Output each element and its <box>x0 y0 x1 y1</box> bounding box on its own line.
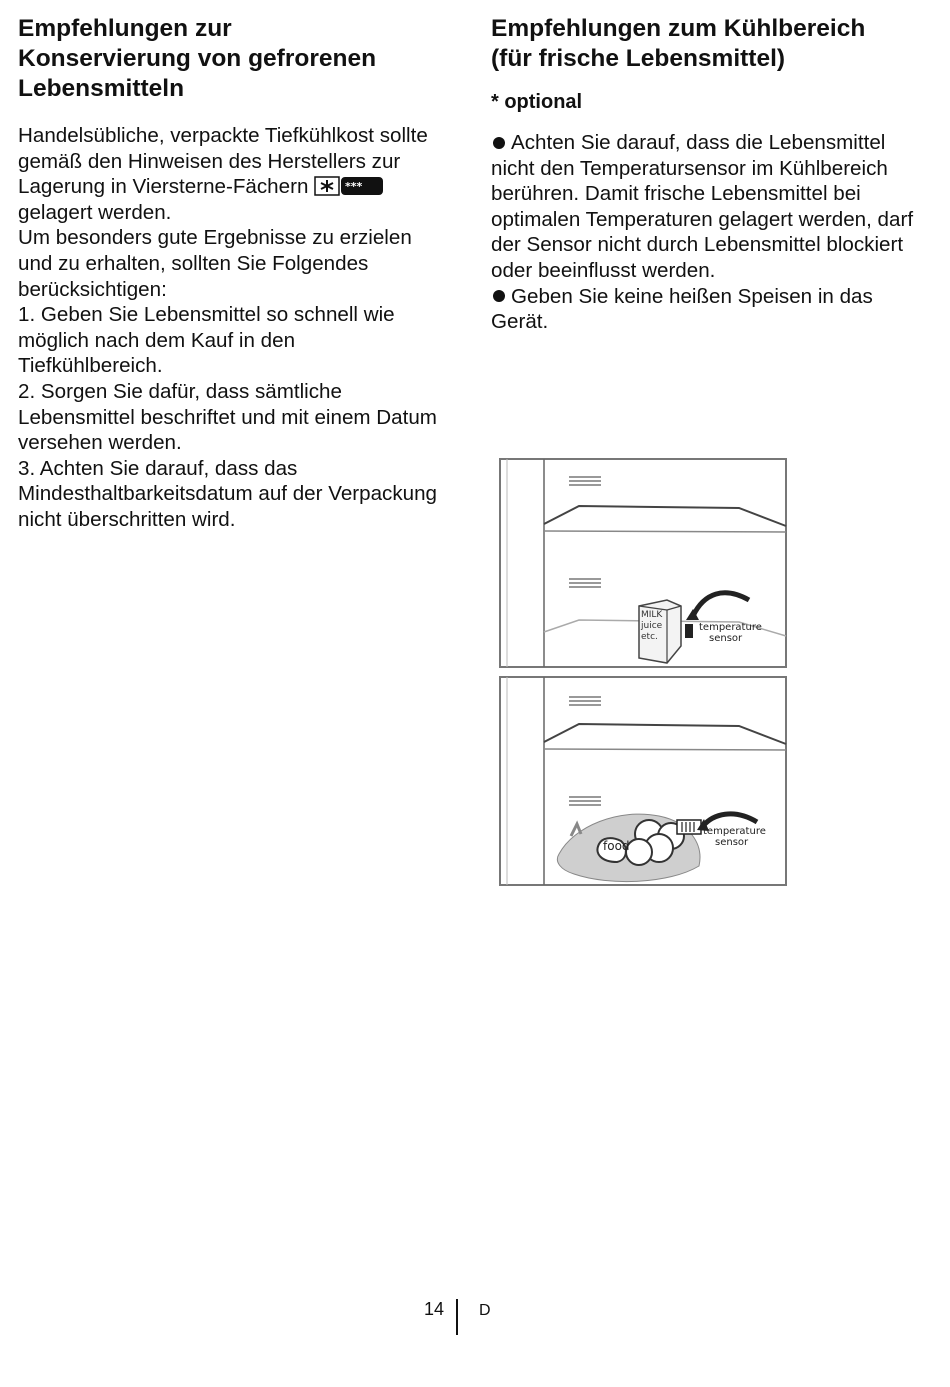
footer-divider <box>456 1299 458 1335</box>
left-column <box>18 14 438 533</box>
right-column <box>491 14 921 335</box>
page-footer <box>0 1297 950 1337</box>
carton-label-1: MILK <box>641 610 663 620</box>
svg-text:***: *** <box>345 180 363 194</box>
sensor-label-2: sensor <box>709 633 743 644</box>
optional-note: * optional <box>491 91 583 113</box>
intro-paragraph <box>18 123 438 225</box>
step-2: 2. Sorgen Sie dafür, dass sämtliche Lebensmittel beschriftet und mit einem Datum versehen werden. <box>18 379 437 455</box>
carton-label-3: etc. <box>641 632 658 642</box>
advice-paragraph: Um besonders gute Ergebnisse zu erzielen und zu erhalten, sollten Sie Folgendes berücksichtigen: <box>18 226 412 301</box>
carton-icon <box>639 600 681 663</box>
four-star-freezer-icon <box>314 176 384 196</box>
intro-text: Handelsübliche, verpackte Tiefkühlkost sollte gemäß den Hinweisen des Herstellers zur Lagerung in Viersterne-Fächern <box>18 124 428 199</box>
right-heading-line-1: Empfehlungen zum Kühlbereich <box>491 15 866 42</box>
carton-label-2: juice <box>641 621 663 631</box>
intro-text-end: gelagert werden. <box>18 200 172 224</box>
sensor-label-1: temperature <box>699 622 762 633</box>
left-heading-line-2: Konservierung von gefrorenen <box>18 45 377 72</box>
temperature-sensor-icon <box>677 820 701 834</box>
step-3: 3. Achten Sie darauf, dass das Mindesthaltbarkeitsdatum auf der Verpackung nicht überschritten wird. <box>18 456 437 531</box>
bullet-2-text: Geben Sie keine heißen Speisen in das Gerät. <box>491 284 873 334</box>
page-number: 14 <box>424 1299 445 1319</box>
language-code: D <box>479 1302 491 1319</box>
left-heading <box>18 14 438 104</box>
bullet-dot-icon <box>493 290 505 302</box>
bullet-1-text: Achten Sie darauf, dass die Lebensmittel nicht den Temperatursensor im Kühlbereich berühren. Damit frische Lebensmittel bei optimalen Temperaturen gelagert werden, darf der Sensor nicht durch Lebensmittel blockiert oder beeinflusst werden. <box>491 131 914 282</box>
right-heading-line-2: (für frische Lebensmittel) <box>491 45 786 72</box>
bullet-1 <box>491 130 921 284</box>
bullet-dot-icon <box>493 137 505 149</box>
left-heading-line-3: Lebensmitteln <box>18 75 185 102</box>
sensor-label-2: sensor <box>715 837 749 848</box>
right-heading <box>491 14 921 74</box>
temperature-sensor-icon <box>685 624 693 638</box>
food-label: food <box>603 839 630 853</box>
bullet-2 <box>491 284 921 335</box>
fridge-illustration-carton <box>499 458 787 668</box>
left-heading-line-1: Empfehlungen zur <box>18 15 232 42</box>
sensor-label-1: temperature <box>703 826 766 837</box>
step-1: 1. Geben Sie Lebensmittel so schnell wie möglich nach dem Kauf in den Tiefkühlbereich. <box>18 303 395 378</box>
fridge-illustration-food <box>499 676 787 886</box>
